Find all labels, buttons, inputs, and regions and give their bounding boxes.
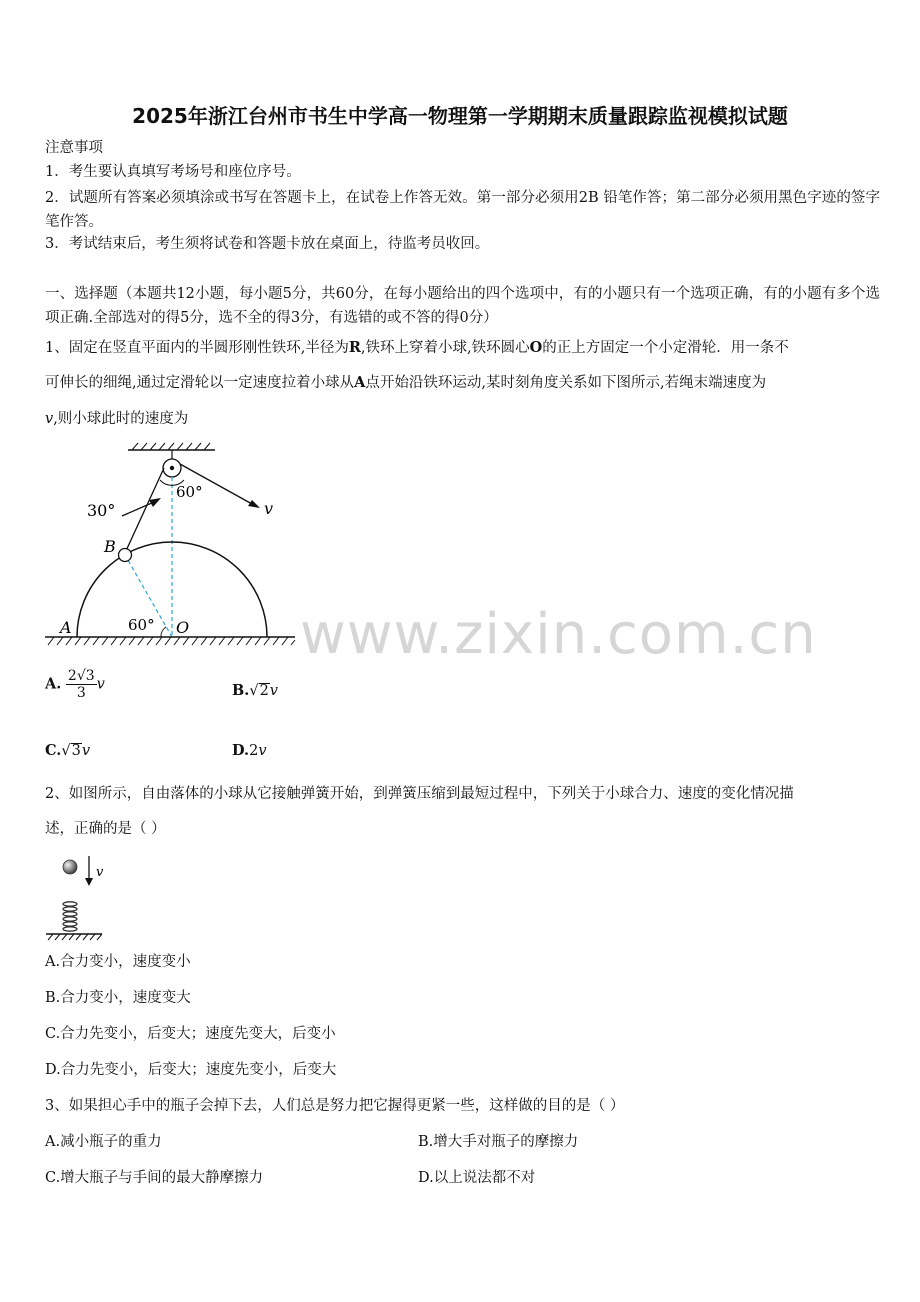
label-A: A xyxy=(60,618,72,637)
q2-option-b[interactable]: B.合力变小，速度变大 xyxy=(45,990,191,1006)
fraction-denominator: 3 xyxy=(76,685,86,701)
q1-option-c[interactable]: C.√3v xyxy=(45,742,91,759)
radicand: 2 xyxy=(259,683,269,699)
q3-stem: 3、如果担心手中的瓶子会掉下去，人们总是努力把它握得更紧一些，这样做的目的是（ ） xyxy=(45,1098,625,1114)
notice-heading: 注意事项 xyxy=(45,140,103,156)
option-v: v xyxy=(96,676,105,693)
q1-stem-line2 xyxy=(45,372,766,394)
option-letter: C. xyxy=(45,742,62,759)
label-60deg-bottom: 60° xyxy=(128,616,155,634)
q3-option-b[interactable]: B.增大手对瓶子的摩擦力 xyxy=(418,1134,579,1150)
q1-text-a: 1、固定在竖直平面内的半圆形刚性铁环,半径为 xyxy=(45,340,349,356)
label-O: O xyxy=(176,618,190,637)
down-arrow-icon xyxy=(85,878,93,886)
option-v: v xyxy=(269,683,278,699)
notice-item-1: 1．考生要认真填写考场号和座位序号。 xyxy=(45,164,301,180)
q1-symbol-R: R xyxy=(348,339,361,356)
option-value: 2 xyxy=(249,743,259,759)
q1-option-a[interactable] xyxy=(45,668,105,701)
q1-diagram xyxy=(40,440,305,650)
q1-symbol-A: A xyxy=(354,374,366,391)
option-v: v xyxy=(81,743,91,759)
q2-stem-line1: 2、如图所示，自由落体的小球从它接触弹簧开始，到弹簧压缩到最短过程中，下列关于小球合力、速度的变化情况描 xyxy=(45,786,794,802)
option-letter: A. xyxy=(45,675,62,693)
q1-symbol-O: O xyxy=(529,339,543,356)
q1-option-d[interactable] xyxy=(232,740,267,762)
notice-item-3: 3．考试结束后，考生须将试卷和答题卡放在桌面上，待监考员收回。 xyxy=(45,236,490,252)
q1-text-c: 的正上方固定一个小定滑轮．用一条不 xyxy=(542,340,789,356)
q1-symbol-v: v xyxy=(45,411,54,427)
q3-option-d[interactable]: D.以上说法都不对 xyxy=(418,1170,536,1186)
watermark: www.zixin.com.cn xyxy=(300,602,817,667)
q2-stem-line2: 述，正确的是（ ） xyxy=(45,821,166,837)
label-v: v xyxy=(96,865,104,880)
q2-diagram xyxy=(42,852,112,942)
q3-option-c[interactable]: C.增大瓶子与手间的最大静摩擦力 xyxy=(45,1170,264,1186)
option-v: v xyxy=(258,743,267,759)
q3-option-a[interactable]: A.减小瓶子的重力 xyxy=(45,1134,162,1150)
ball-icon xyxy=(119,549,132,562)
q1-line2-a: 可伸长的细绳,通过定滑轮以一定速度拉着小球从 xyxy=(45,375,355,391)
option-letter: D. xyxy=(232,742,250,759)
q1-stem-line1 xyxy=(45,337,789,359)
q2-option-a[interactable]: A.合力变小，速度变小 xyxy=(45,954,191,970)
label-60deg-top: 60° xyxy=(176,483,203,501)
q1-option-b[interactable]: B.√2v xyxy=(232,682,278,699)
page-title: 2025年浙江台州市书生中学高一物理第一学期期末质量跟踪监视模拟试题 xyxy=(132,104,788,128)
q1-line3: ,则小球此时的速度为 xyxy=(53,411,189,427)
notice-item-2: 2．试题所有答案必须填涂或书写在答题卡上，在试卷上作答无效。第一部分必须用2B 铅笔作答；第二部分必须用黑色字迹的签字笔作答。 xyxy=(45,190,880,230)
label-B: B xyxy=(104,537,116,556)
section-heading: 一、选择题（本题共12小题，每小题5分，共60分，在每小题给出的四个选项中，有的小题只有一个选项正确，有的小题有多个选项正确.全部选对的得5分，选不全的得3分，有选错的或不答的得0分） xyxy=(45,286,880,326)
q2-option-d[interactable]: D.合力先变小，后变大；速度先变小，后变大 xyxy=(45,1062,337,1078)
q2-option-c[interactable]: C.合力先变小，后变大；速度先变大，后变小 xyxy=(45,1026,336,1042)
label-30deg: 30° xyxy=(87,501,116,520)
option-letter: B. xyxy=(232,682,250,699)
radicand: 3 xyxy=(71,743,81,759)
spring-icon xyxy=(63,902,77,931)
fraction-numerator: 2√3 xyxy=(67,668,95,684)
falling-ball-icon xyxy=(63,860,77,874)
q1-text-b: ,铁环上穿着小球,铁环圆心 xyxy=(360,340,530,356)
label-v: v xyxy=(264,499,274,518)
q1-stem-line3 xyxy=(45,408,188,430)
fraction xyxy=(66,668,97,701)
q1-line2-b: 点开始沿铁环运动,某时刻角度关系如下图所示,若绳末端速度为 xyxy=(365,375,767,391)
